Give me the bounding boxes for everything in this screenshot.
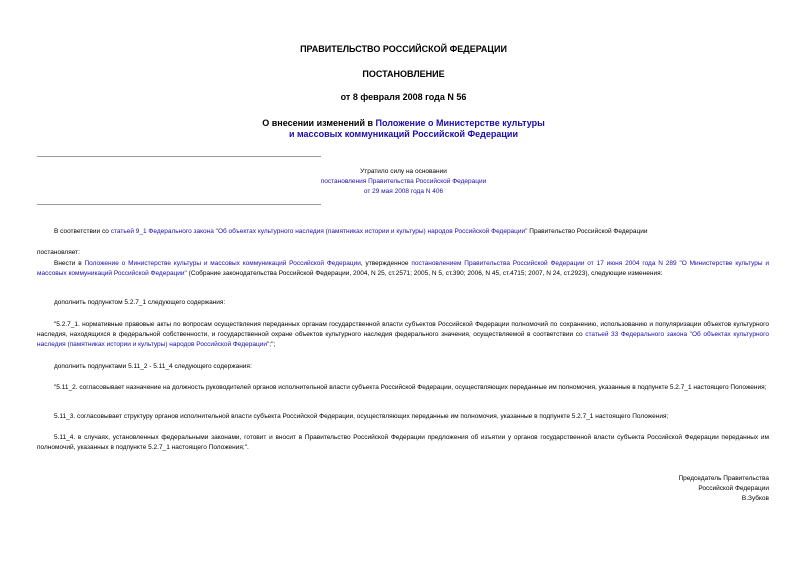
paragraph-add-511: дополнить подпунктами 5.11_2 - 5.11_4 следующего содержания:: [54, 363, 252, 370]
signature-name: В.Зубков: [741, 495, 769, 502]
document-date-number: от 8 февраля 2008 года N 56: [340, 92, 467, 102]
text: ;";: [269, 341, 276, 348]
document-title: [0, 118, 807, 140]
status-line: Утратило силу на основании: [360, 168, 447, 175]
document-type: ПОСТАНОВЛЕНИЕ: [362, 69, 445, 79]
status-link-line1[interactable]: постановления Правительства Российской Федерации: [320, 178, 487, 185]
text: Правительство Российской Федерации: [527, 228, 648, 235]
signature-block: [678, 474, 769, 504]
paragraph-decrees: постановляет:: [37, 249, 80, 256]
paragraph-basis: [37, 227, 769, 237]
title-prefix: О внесении изменений в: [262, 118, 376, 128]
regulation-link[interactable]: Положение о Министерстве культуры и массовых коммуникаций Российской Федерации: [84, 260, 361, 267]
signature-org: Российской Федерации: [698, 485, 769, 492]
title-link-line2[interactable]: и массовых коммуникаций Российской Федерации: [288, 129, 519, 139]
issuer-heading: ПРАВИТЕЛЬСТВО РОССИЙСКОЙ ФЕДЕРАЦИИ: [300, 44, 507, 54]
text: "5.2.7_1. нормативные правовые акты по вопросам осуществления переданных органам государственной власти субъектов Российской Федерации полномочий по сохранению, использованию и популяризации объектов культурного наследия, находящихся в федеральной собственности, и государственной охране объектов культурного наследия федерального значения, осуществляемой в соответствии со: [37, 321, 769, 338]
law-link-article-9-1[interactable]: статьей 9_1 Федерального закона "Об объектах культурного наследия (памятниках истории и культуры) народов Российской Федерации": [110, 228, 528, 235]
text: , утвержденное: [360, 260, 412, 267]
paragraph-511-2: "5.11_2. согласовывает назначение на должность руководителей органов исполнительной власти субъекта Российской Федерации, осуществляющих переданные им полномочия, указанные в подпункте 5.2.7_1 настоящего Положения;: [54, 384, 767, 391]
text: Внести в: [54, 260, 85, 267]
paragraph-amend: [37, 259, 769, 279]
resolution-link[interactable]: постановлением Правительства Российской Федерации от 17 июня 2004 года N 289 "О Министерстве культуры и массовых коммуникаций Российской Федерации": [37, 260, 769, 277]
paragraph-511-3: 5.11_3. согласовывает структуру органов исполнительной власти субъекта Российской Федерации, осуществляющих переданные им полномочия, указанные в подпункте 5.2.7_1 настоящего Положения;: [54, 413, 669, 420]
status-block: [0, 167, 807, 197]
status-link-line2[interactable]: от 29 мая 2008 года N 406: [363, 188, 444, 195]
divider-bottom: [37, 204, 321, 205]
divider-top: [37, 156, 321, 157]
title-link-line1[interactable]: Положение о Министерстве культуры: [375, 118, 545, 128]
paragraph-527-1-text: [37, 320, 769, 350]
paragraph-511-4: 5.11_4. в случаях, установленных федеральными законами, готовит и вносит в Правительство Российской Федерации предложения об изъятии у органов государственной власти субъекта Российской Федерации переданных им полномочий, указанных в подпункте 5.2.7_1 настоящего Положения;".: [37, 434, 769, 451]
text: В соответствии со: [54, 228, 111, 235]
paragraph-add-527-1: дополнить подпунктом 5.2.7_1 следующего содержания:: [54, 299, 226, 306]
law-link-article-33[interactable]: статьей 33 Федерального закона "Об объектах культурного наследия (памятниках истории и культуры) народов Российской Федерации": [37, 331, 769, 348]
signature-position: Председатель Правительства: [678, 475, 769, 482]
text: (Собрание законодательства Российской Федерации, 2004, N 25, ст.2571; 2005, N 5, ст.390; 2006, N 45, ст.4715; 2007, N 24, ст.2923), следующие изменения:: [186, 270, 663, 277]
